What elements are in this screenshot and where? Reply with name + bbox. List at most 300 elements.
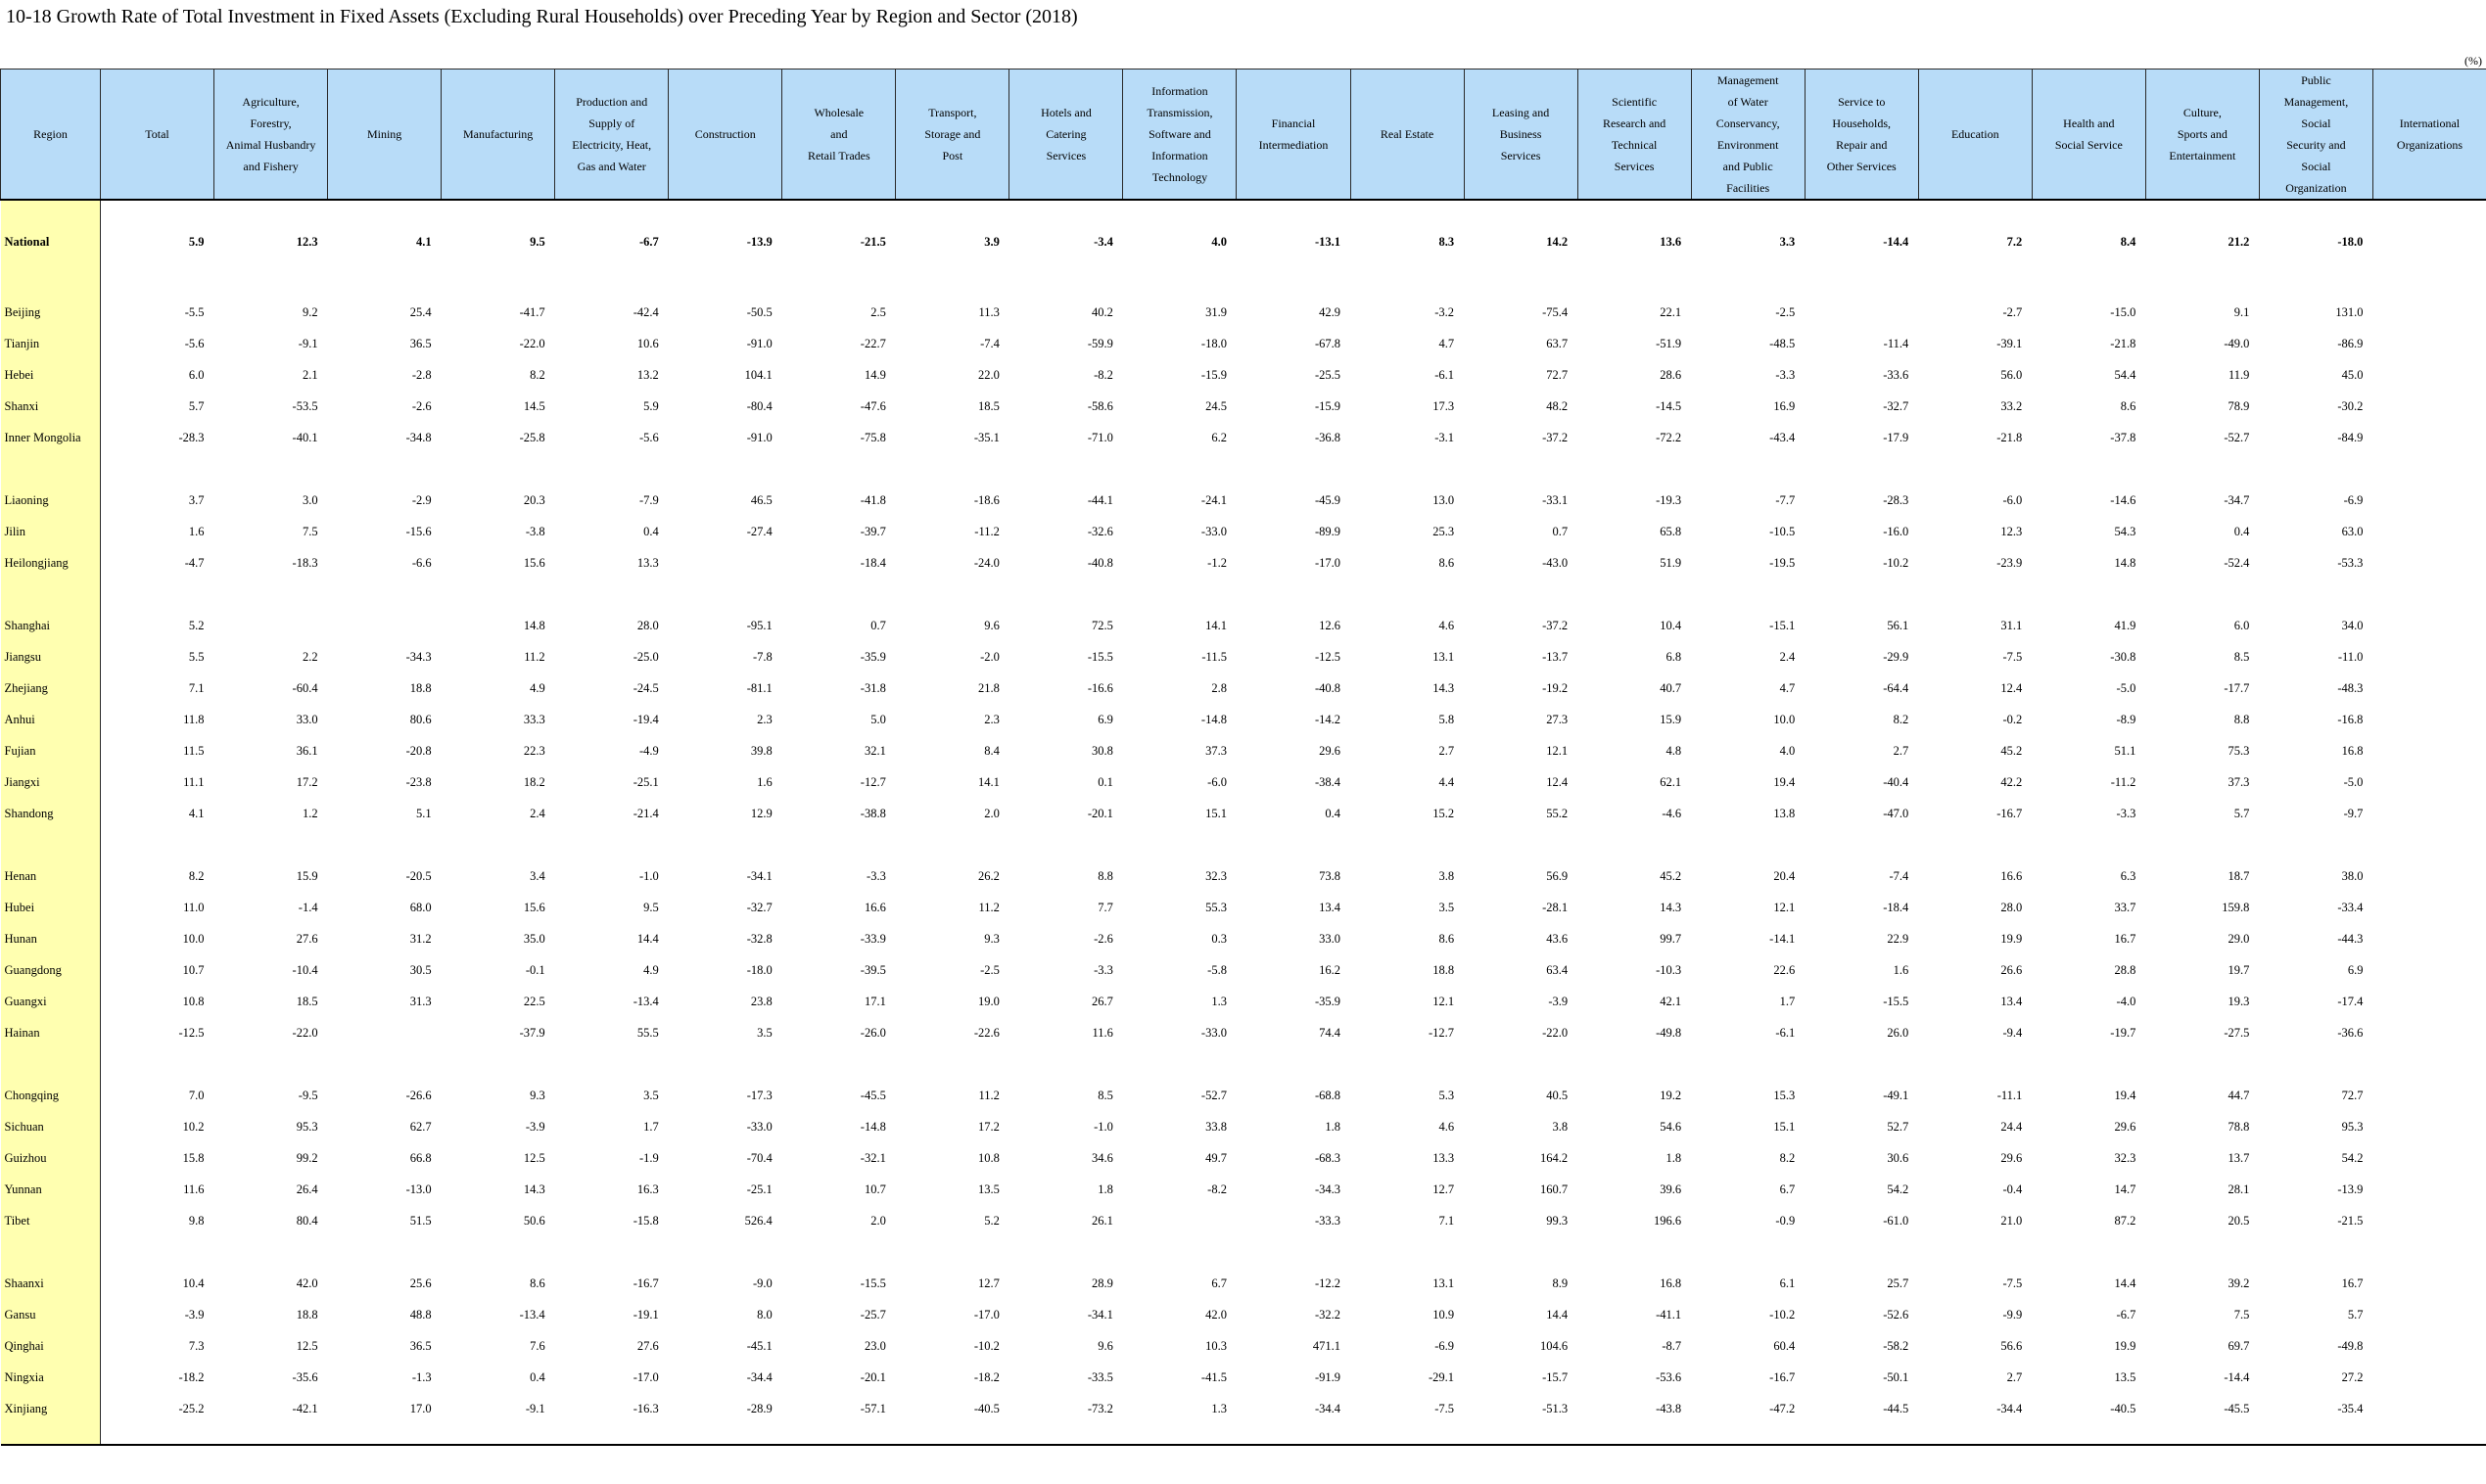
data-cell: 7.5 [2233, 1307, 2250, 1322]
table-row [1, 1017, 2486, 1048]
data-cell: -22.0 [519, 336, 545, 350]
data-cell: -15.7 [1542, 1369, 1569, 1384]
data-cell: -12.7 [1429, 1025, 1455, 1040]
data-cell: 8.2 [1893, 712, 1909, 726]
table-row [1, 1080, 2486, 1111]
region-name: Jilin [1, 516, 101, 547]
data-cell: -16.8 [2337, 712, 2364, 726]
data-cell: 12.1 [1773, 900, 1796, 914]
spacer-row [1, 265, 2486, 297]
data-cell: 21.2 [2228, 234, 2250, 249]
data-cell: 39.8 [750, 743, 773, 758]
spacer-cell [1577, 579, 1691, 610]
data-cell: -10.2 [973, 1338, 1000, 1353]
data-cell: -13.9 [746, 234, 773, 249]
spacer-cell [214, 265, 328, 297]
data-cell: 4.7 [1438, 336, 1455, 350]
data-cell: -2.5 [1775, 304, 1796, 319]
spacer-cell [896, 829, 1009, 860]
data-cell: 22.1 [1660, 304, 1682, 319]
spacer-cell [782, 1424, 896, 1445]
data-cell: -33.0 [1200, 1025, 1227, 1040]
spacer-cell [555, 1236, 669, 1268]
data-cell: 87.2 [2114, 1213, 2136, 1228]
data-cell: 40.5 [1546, 1088, 1569, 1102]
data-cell: 13.1 [1432, 1275, 1455, 1290]
spacer-cell [101, 265, 214, 297]
data-cell [2372, 986, 2486, 1017]
data-cell: -18.2 [178, 1369, 205, 1384]
data-cell: 35.0 [523, 931, 545, 946]
data-cell: 10.0 [182, 931, 205, 946]
spacer-cell [896, 265, 1009, 297]
data-cell: 12.3 [296, 234, 318, 249]
data-cell: -81.1 [746, 680, 773, 695]
data-cell: -35.4 [2337, 1401, 2364, 1415]
spacer-row [1, 579, 2486, 610]
spacer-cell [1123, 579, 1237, 610]
region-name: Inner Mongolia [1, 422, 101, 453]
data-cell: -2.6 [411, 398, 432, 413]
data-cell [2372, 923, 2486, 954]
data-cell: -13.7 [1542, 649, 1569, 664]
spacer-cell [442, 579, 555, 610]
region-name: Fujian [1, 735, 101, 766]
data-cell: -3.3 [1775, 367, 1796, 382]
data-cell: -37.2 [1542, 430, 1569, 444]
spacer-cell [1464, 1236, 1577, 1268]
data-cell: -19.1 [633, 1307, 659, 1322]
data-cell: -7.5 [2002, 1275, 2023, 1290]
data-cell [2372, 1330, 2486, 1362]
data-cell: -5.5 [184, 304, 205, 319]
data-cell: -68.8 [1314, 1088, 1341, 1102]
data-cell: -28.3 [1883, 492, 1909, 507]
data-cell: 15.6 [523, 555, 545, 570]
data-cell: -15.9 [1314, 398, 1341, 413]
table-row [1, 1205, 2486, 1236]
data-cell: 4.7 [1779, 680, 1796, 695]
data-cell [669, 547, 782, 579]
data-cell: -3.2 [1434, 304, 1455, 319]
data-cell: -35.9 [860, 649, 886, 664]
data-cell: 48.8 [409, 1307, 432, 1322]
data-cell: -52.4 [2224, 555, 2250, 570]
spacer-cell [1, 829, 101, 860]
data-cell: 30.8 [1092, 743, 1113, 758]
data-cell: -22.0 [292, 1025, 318, 1040]
data-cell: 31.3 [409, 994, 432, 1008]
data-cell: 8.9 [1552, 1275, 1569, 1290]
data-cell: -32.7 [1883, 398, 1909, 413]
spacer-cell [2145, 1424, 2259, 1445]
data-cell: 10.7 [864, 1182, 886, 1196]
spacer-cell [669, 1424, 782, 1445]
data-cell: -68.3 [1314, 1150, 1341, 1165]
data-cell: 10.2 [182, 1119, 205, 1134]
data-cell: 0.4 [1325, 806, 1341, 820]
data-cell: -32.7 [746, 900, 773, 914]
data-cell: 8.6 [1438, 555, 1455, 570]
data-cell: 1.6 [188, 524, 205, 538]
data-cell: -73.2 [1087, 1401, 1113, 1415]
data-cell: 37.3 [2228, 774, 2250, 789]
spacer-cell [1009, 453, 1123, 485]
data-cell: 40.2 [1092, 304, 1113, 319]
spacer-cell [896, 1424, 1009, 1445]
data-cell: -4.9 [638, 743, 659, 758]
region-name: Heilongjiang [1, 547, 101, 579]
spacer-cell [782, 579, 896, 610]
spacer-cell [1123, 829, 1237, 860]
table-row [1, 1330, 2486, 1362]
data-cell: -4.7 [184, 555, 205, 570]
spacer-cell [669, 265, 782, 297]
spacer-cell [2145, 265, 2259, 297]
data-cell [2372, 328, 2486, 359]
data-cell: 29.6 [1319, 743, 1341, 758]
data-cell: -17.0 [633, 1369, 659, 1384]
data-cell: 8.0 [757, 1307, 773, 1322]
data-cell: 14.4 [2114, 1275, 2136, 1290]
data-cell: 8.2 [1779, 1150, 1796, 1165]
data-cell: 4.8 [1665, 743, 1682, 758]
data-cell: 5.5 [188, 649, 205, 664]
data-cell: 5.7 [2233, 806, 2250, 820]
data-cell: 2.3 [757, 712, 773, 726]
data-cell: -9.7 [2343, 806, 2364, 820]
spacer-cell [2032, 579, 2145, 610]
data-cell: 15.1 [1773, 1119, 1796, 1134]
data-cell [2372, 641, 2486, 672]
data-cell: 55.2 [1546, 806, 1569, 820]
data-cell: 11.1 [183, 774, 205, 789]
data-cell: -61.0 [1883, 1213, 1909, 1228]
spacer-cell [1464, 1424, 1577, 1445]
spacer-row [1, 1236, 2486, 1268]
data-cell: 6.0 [188, 367, 205, 382]
data-cell: -2.0 [980, 649, 1000, 664]
data-cell [2372, 218, 2486, 265]
data-cell: -13.1 [1314, 234, 1341, 249]
data-cell: 54.3 [2114, 524, 2136, 538]
data-cell: -50.1 [1883, 1369, 1909, 1384]
data-cell: 15.8 [182, 1150, 205, 1165]
data-cell: -11.0 [2337, 649, 2364, 664]
data-cell: 63.0 [2341, 524, 2364, 538]
data-cell: -15.6 [405, 524, 432, 538]
data-cell: 1.7 [643, 1119, 659, 1134]
data-cell: 25.7 [1887, 1275, 1909, 1290]
data-cell: 11.3 [978, 304, 1000, 319]
data-cell: -6.7 [638, 234, 659, 249]
data-cell: -0.4 [2002, 1182, 2023, 1196]
data-cell: -18.6 [973, 492, 1000, 507]
data-cell: 1.8 [1665, 1150, 1682, 1165]
data-cell: 14.9 [864, 367, 886, 382]
spacer-cell [1464, 829, 1577, 860]
data-cell: 9.8 [188, 1213, 205, 1228]
data-cell: 1.8 [1325, 1119, 1341, 1134]
data-cell: -14.8 [1200, 712, 1227, 726]
data-cell: -19.3 [1656, 492, 1682, 507]
region-name: Ningxia [1, 1362, 101, 1393]
region-name: Gansu [1, 1299, 101, 1330]
spacer-cell [896, 1236, 1009, 1268]
data-cell: -2.7 [2002, 304, 2023, 319]
data-cell: -11.1 [1996, 1088, 2023, 1102]
data-cell: 12.3 [2000, 524, 2023, 538]
data-cell: -21.4 [633, 806, 659, 820]
data-cell: 99.3 [1546, 1213, 1569, 1228]
data-cell: 8.6 [2120, 398, 2136, 413]
data-cell: 13.7 [2228, 1150, 2250, 1165]
data-cell: -75.4 [1542, 304, 1569, 319]
data-cell: 0.4 [643, 524, 659, 538]
data-cell [328, 610, 442, 641]
data-cell: -13.0 [405, 1182, 432, 1196]
data-cell: -91.0 [746, 430, 773, 444]
spacer-cell [101, 453, 214, 485]
data-cell: -11.5 [1201, 649, 1227, 664]
spacer-cell [328, 265, 442, 297]
data-cell: -25.7 [860, 1307, 886, 1322]
data-cell: -5.6 [184, 336, 205, 350]
data-cell: 39.6 [1660, 1182, 1682, 1196]
data-cell: -40.5 [2110, 1401, 2136, 1415]
data-cell: 6.0 [2233, 618, 2250, 632]
data-cell: -43.4 [1769, 430, 1796, 444]
data-cell: 16.2 [1319, 962, 1341, 977]
table-row [1, 391, 2486, 422]
region-name: Xinjiang [1, 1393, 101, 1424]
data-cell: 33.0 [296, 712, 318, 726]
data-cell: 7.1 [1438, 1213, 1455, 1228]
data-cell: -38.8 [860, 806, 886, 820]
data-cell: 19.4 [1773, 774, 1796, 789]
data-cell: 48.2 [1546, 398, 1569, 413]
data-cell: 20.5 [2228, 1213, 2250, 1228]
data-cell: 15.6 [523, 900, 545, 914]
data-cell: 19.7 [2228, 962, 2250, 977]
region-name: Qinghai [1, 1330, 101, 1362]
data-cell: 31.2 [409, 931, 432, 946]
data-cell: -13.9 [2337, 1182, 2364, 1196]
data-cell: 51.5 [409, 1213, 432, 1228]
data-cell: 6.2 [1211, 430, 1227, 444]
spacer-cell [1, 1424, 101, 1445]
spacer-cell [1, 1236, 101, 1268]
region-name: Jiangxi [1, 766, 101, 798]
data-cell: 22.0 [978, 367, 1000, 382]
spacer-cell [1918, 579, 2032, 610]
spacer-cell [669, 453, 782, 485]
data-cell: -15.1 [1769, 618, 1796, 632]
spacer-cell [1577, 1424, 1691, 1445]
data-cell: -45.5 [2224, 1401, 2250, 1415]
spacer-cell [1805, 579, 1918, 610]
region-name: Henan [1, 860, 101, 892]
data-cell: -16.7 [633, 1275, 659, 1290]
data-cell: 26.0 [1887, 1025, 1909, 1040]
data-cell: -16.3 [633, 1401, 659, 1415]
data-cell: -15.0 [2110, 304, 2136, 319]
data-cell: 17.0 [409, 1401, 432, 1415]
data-cell: 9.5 [643, 900, 659, 914]
data-cell: -33.0 [746, 1119, 773, 1134]
data-cell: 33.3 [523, 712, 545, 726]
data-cell: 14.4 [1546, 1307, 1569, 1322]
data-cell: 17.1 [864, 994, 886, 1008]
table-row [1, 422, 2486, 453]
data-cell: -86.9 [2337, 336, 2364, 350]
table-row [1, 297, 2486, 328]
data-cell: 526.4 [744, 1213, 773, 1228]
data-cell: 11.5 [183, 743, 205, 758]
data-cell: -36.6 [2337, 1025, 2364, 1040]
spacer-cell [442, 829, 555, 860]
data-cell: -48.5 [1769, 336, 1796, 350]
data-cell: -23.8 [405, 774, 432, 789]
data-cell: 0.7 [1552, 524, 1569, 538]
data-cell: -32.6 [1087, 524, 1113, 538]
spacer-cell [2032, 829, 2145, 860]
data-cell: 11.8 [183, 712, 205, 726]
spacer-cell [101, 200, 214, 218]
data-cell: 25.4 [409, 304, 432, 319]
spacer-cell [1805, 200, 1918, 218]
table-row [1, 704, 2486, 735]
spacer-cell [555, 453, 669, 485]
spacer-cell [1, 1048, 101, 1080]
data-cell: 56.1 [1887, 618, 1909, 632]
spacer-row [1, 453, 2486, 485]
data-cell: 27.2 [2341, 1369, 2364, 1384]
data-cell: 54.2 [2341, 1150, 2364, 1165]
data-cell: 24.5 [1205, 398, 1227, 413]
data-cell: -41.5 [1200, 1369, 1227, 1384]
data-cell: 9.5 [530, 234, 545, 249]
spacer-cell [442, 265, 555, 297]
column-header: Culture, Sports and Entertainment [2145, 70, 2259, 201]
data-cell: 4.0 [1211, 234, 1227, 249]
data-cell: -7.9 [638, 492, 659, 507]
data-cell: -7.8 [752, 649, 773, 664]
data-cell: 11.9 [2228, 367, 2250, 382]
data-cell: 4.6 [1438, 1119, 1455, 1134]
column-header: Agriculture, Forestry, Animal Husbandry and Fishery [214, 70, 328, 201]
region-name: Hainan [1, 1017, 101, 1048]
data-cell: 95.3 [296, 1119, 318, 1134]
data-cell: -1.0 [1094, 1119, 1113, 1134]
data-cell: 15.9 [296, 868, 318, 883]
data-cell: 5.1 [416, 806, 432, 820]
data-cell [2372, 359, 2486, 391]
data-cell: -7.4 [980, 336, 1000, 350]
data-cell: 14.4 [636, 931, 659, 946]
data-cell: -41.1 [1656, 1307, 1682, 1322]
data-cell: -3.4 [1094, 234, 1113, 249]
data-cell: 19.3 [2228, 994, 2250, 1008]
data-cell: 1.2 [302, 806, 318, 820]
data-cell: 22.6 [1773, 962, 1796, 977]
data-cell: 11.2 [978, 900, 1000, 914]
region-name: Shanghai [1, 610, 101, 641]
data-cell: -58.2 [1883, 1338, 1909, 1353]
data-cell: -21.5 [2337, 1213, 2364, 1228]
spacer-cell [2372, 265, 2486, 297]
spacer-cell [2372, 1048, 2486, 1080]
data-cell: 7.3 [188, 1338, 205, 1353]
spacer-cell [669, 829, 782, 860]
data-cell [2372, 954, 2486, 986]
data-cell: 11.0 [183, 900, 205, 914]
spacer-cell [1805, 1424, 1918, 1445]
data-cell: -32.8 [746, 931, 773, 946]
data-cell: -18.4 [1883, 900, 1909, 914]
spacer-cell [2032, 453, 2145, 485]
data-cell: -6.6 [411, 555, 432, 570]
data-cell: 56.0 [2000, 367, 2023, 382]
data-cell: 18.5 [978, 398, 1000, 413]
data-cell: -14.8 [860, 1119, 886, 1134]
region-name: Shaanxi [1, 1268, 101, 1299]
data-cell: 12.6 [1319, 618, 1341, 632]
data-cell: 31.1 [2000, 618, 2023, 632]
data-cell: -44.1 [1087, 492, 1113, 507]
data-cell: 36.5 [409, 336, 432, 350]
region-name: National [1, 218, 101, 265]
data-cell: -29.1 [1429, 1369, 1455, 1384]
data-cell: 4.1 [416, 234, 432, 249]
spacer-cell [2145, 453, 2259, 485]
data-cell: -45.1 [746, 1338, 773, 1353]
data-cell: 10.8 [182, 994, 205, 1008]
data-cell: 16.6 [2000, 868, 2023, 883]
region-name: Shanxi [1, 391, 101, 422]
spacer-cell [1577, 829, 1691, 860]
data-cell: 8.6 [1438, 931, 1455, 946]
data-cell: -34.1 [746, 868, 773, 883]
data-cell: -30.2 [2337, 398, 2364, 413]
data-cell: 15.1 [1205, 806, 1227, 820]
data-cell: 68.0 [409, 900, 432, 914]
data-cell: 26.7 [1092, 994, 1113, 1008]
data-cell: 50.6 [523, 1213, 545, 1228]
data-cell [1123, 1205, 1237, 1236]
data-cell: -36.8 [1314, 430, 1341, 444]
spacer-cell [1691, 1424, 1805, 1445]
data-cell: -39.7 [860, 524, 886, 538]
data-cell: 52.7 [1887, 1119, 1909, 1134]
data-cell: 3.4 [530, 868, 545, 883]
spacer-cell [1237, 829, 1350, 860]
data-cell: -3.3 [1094, 962, 1113, 977]
table-row [1, 1142, 2486, 1174]
data-cell: -14.2 [1314, 712, 1341, 726]
spacer-cell [328, 1048, 442, 1080]
data-cell [2372, 1393, 2486, 1424]
data-cell: -15.9 [1200, 367, 1227, 382]
data-cell: 18.8 [1432, 962, 1455, 977]
data-cell: -31.8 [860, 680, 886, 695]
spacer-cell [1123, 453, 1237, 485]
data-cell [214, 610, 328, 641]
data-cell: 13.4 [2000, 994, 2023, 1008]
data-cell: 164.2 [1539, 1150, 1569, 1165]
data-cell: 2.0 [984, 806, 1000, 820]
data-cell: 16.7 [2341, 1275, 2364, 1290]
